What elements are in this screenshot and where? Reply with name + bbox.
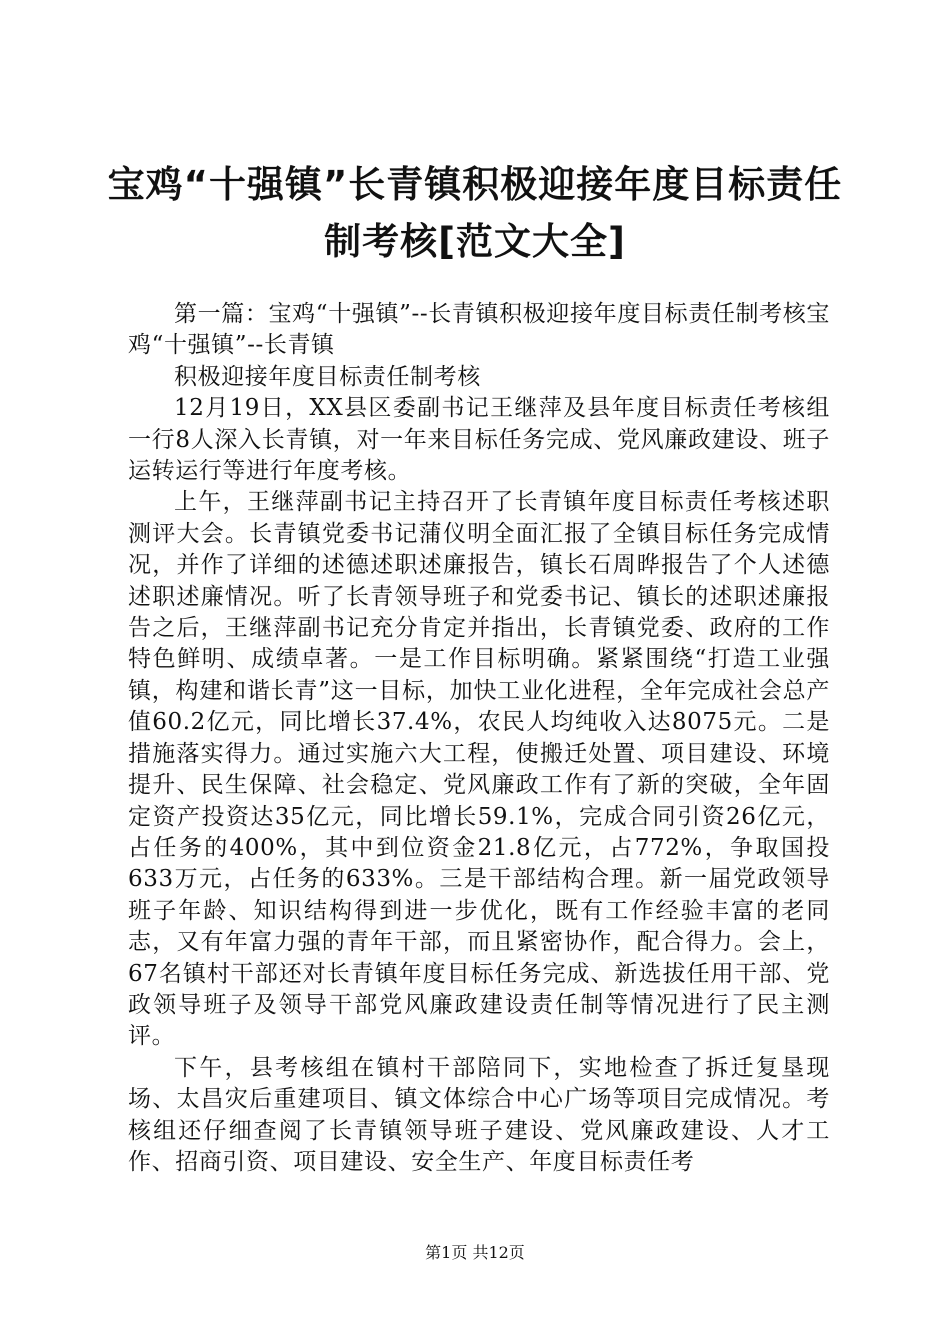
document-title-line-2: 制考核[范文大全] bbox=[324, 220, 626, 263]
paragraph-5: 下午，县考核组在镇村干部陪同下，实地检查了拆迁复垦现场、太昌灾后重建项目、镇文体综合中心广场等项目完成情况。考核组还仔细查阅了长青镇领导班子建设、党风廉政建设、人才工作、招商引资、项目建设、安全生产、年度目标责任考 bbox=[128, 1054, 830, 1175]
page-number-footer: 第1页 共12页 bbox=[425, 1243, 525, 1262]
paragraph-1: 第一篇：宝鸡“十强镇”--长青镇积极迎接年度目标责任制考核宝鸡“十强镇”--长青镇 bbox=[128, 301, 830, 359]
paragraph-4: 上午，王继萍副书记主持召开了长青镇年度目标责任考核述职测评大会。长青镇党委书记蒲仪明全面汇报了全镇目标任务完成情况，并作了详细的述德述职述廉报告，镇长石周晔报告了个人述德述职述廉情况。听了长青领导班子和党委书记、镇长的述职述廉报告之后，王继萍副书记充分肯定并指出，长青镇党委、政府的工作特色鲜明、成绩卓著。一是工作目标明确。紧紧围绕“打造工业强镇，构建和谐长青”这一目标，加快工业化进程，全年完成社会总产值60.2亿元，同比增长37.4%，农民人均纯收入达8075元。二是措施落实得力。通过实施六大工程，使搬迁处置、项目建设、环境提升、民生保障、社会稳定、党风廉政工作有了新的突破，全年固定资产投资达35亿元，同比增长59.1%，完成合同引资26亿元，占任务的400%，其中到位资金21.8亿元，占772%，争取国投633万元，占任务的633%。三是干部结构合理。新一届党政领导班子年龄、知识结构得到进一步优化，既有工作经验丰富的老同志，又有年富力强的青年干部，而且紧密协作，配合得力。会上，67名镇村干部还对长青镇年度目标任务完成、新选拔任用干部、党政领导班子及领导干部党风廉政建设责任制等情况进行了民主测评。 bbox=[128, 489, 830, 1050]
paragraph-2: 积极迎接年度目标责任制考核 bbox=[174, 363, 481, 390]
document-body bbox=[128, 299, 830, 1178]
document-title-line-1: 宝鸡“十强镇”长青镇积极迎接年度目标责任 bbox=[107, 163, 843, 206]
paragraph-3: 12月19日，XX县区委副书记王继萍及县年度目标责任考核组一行8人深入长青镇，对一年来目标任务完成、党风廉政建设、班子运转运行等进行年度考核。 bbox=[128, 395, 830, 485]
